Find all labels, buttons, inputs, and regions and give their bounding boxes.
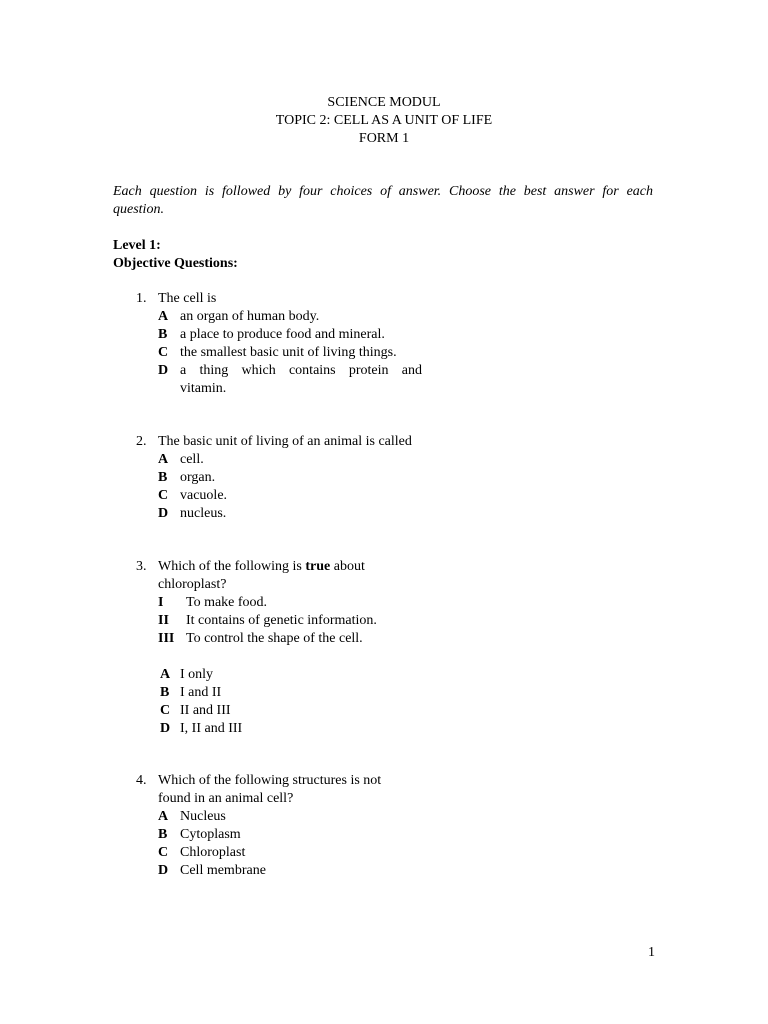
section-heading: Objective Questions:	[113, 256, 238, 271]
q4-stem-line-2: found in an animal cell?	[158, 791, 294, 806]
q4-option-c[interactable]: C Chloroplast	[158, 845, 246, 860]
q1-option-b[interactable]: B a place to produce food and mineral.	[158, 327, 385, 342]
level-heading: Level 1:	[113, 238, 161, 253]
q4-stem: Which of the following structures is not	[158, 773, 382, 788]
q2-number: 2.	[136, 434, 147, 449]
q1-option-d[interactable]: D a thing which contains protein and	[158, 363, 422, 378]
q3-option-d[interactable]: D I, II and III	[160, 721, 243, 736]
q3-statement-iii: III To control the shape of the cell.	[158, 631, 363, 646]
q1-option-d-continued: vitamin.	[180, 381, 227, 396]
q2-option-a[interactable]: A cell.	[158, 452, 204, 467]
q3-option-a[interactable]: A I only	[160, 667, 214, 682]
q4-number: 4.	[136, 773, 147, 788]
page-number: 1	[648, 945, 655, 960]
q1-option-c[interactable]: C the smallest basic unit of living things.	[158, 345, 397, 360]
header-form: FORM 1	[358, 131, 410, 146]
header-topic: TOPIC 2: CELL AS A UNIT OF LIFE	[275, 113, 493, 128]
q3-option-c[interactable]: C II and III	[160, 703, 231, 718]
instruction-line-2: question.	[113, 202, 164, 217]
q3-statement-i: I To make food.	[158, 595, 268, 610]
q4-option-d[interactable]: D Cell membrane	[158, 863, 266, 878]
q2-stem: The basic unit of living of an animal is called	[158, 434, 412, 449]
instruction-line-1: Each question is followed by four choices of answer. Choose the best answer for each	[113, 184, 653, 199]
header-title: SCIENCE MODUL	[327, 95, 441, 110]
q2-option-c[interactable]: C vacuole.	[158, 488, 228, 503]
q3-statement-ii: II It contains of genetic information.	[158, 613, 377, 628]
q1-number: 1.	[136, 291, 147, 306]
q3-number: 3.	[136, 559, 147, 574]
q2-option-d[interactable]: D nucleus.	[158, 506, 227, 521]
q4-option-a[interactable]: A Nucleus	[158, 809, 226, 824]
q3-option-b[interactable]: B I and II	[160, 685, 222, 700]
q2-option-b[interactable]: B organ.	[158, 470, 216, 485]
q4-option-b[interactable]: B Cytoplasm	[158, 827, 241, 842]
q1-stem: The cell is	[158, 291, 217, 306]
q3-stem-line-2: chloroplast?	[158, 577, 227, 592]
q3-stem: Which of the following is true about	[158, 559, 365, 574]
q1-option-a[interactable]: A an organ of human body.	[158, 309, 320, 324]
